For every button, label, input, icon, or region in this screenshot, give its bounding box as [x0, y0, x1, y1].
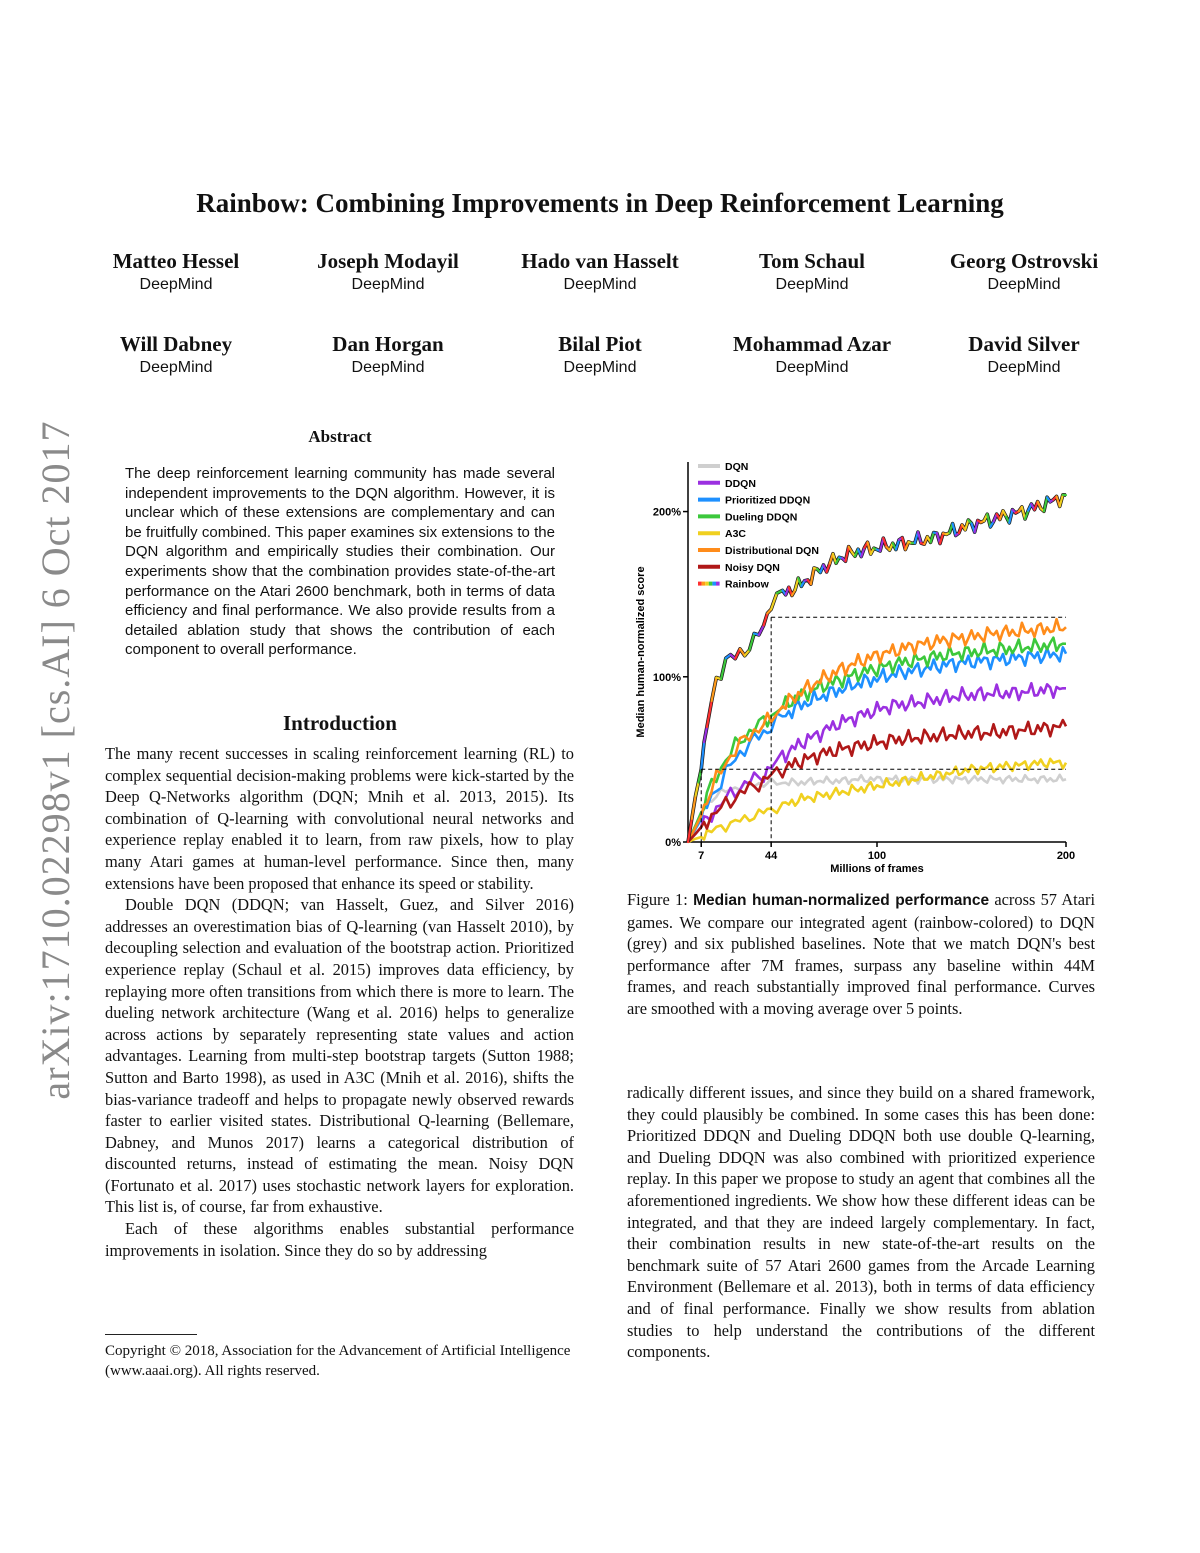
author-name: Matteo Hessel [112, 249, 240, 273]
author-affiliation: DeepMind [775, 359, 849, 376]
legend-label: DQN [725, 461, 749, 473]
caption-bold-title: Median human-normalized performance [693, 892, 990, 909]
copyright-footnote: Copyright © 2018, Association for the Advancement of Artificial Intelligence (www.aaai.org). All rights reserved. [105, 1343, 571, 1379]
rainbow-segment [1038, 502, 1041, 509]
arxiv-stamp: arXiv:1710.02298v1 [cs.AI] 6 Oct 2017 [33, 420, 78, 1100]
author-affiliation: DeepMind [987, 359, 1061, 376]
x-tick-label: 7 [698, 850, 705, 862]
rainbow-segment [811, 568, 814, 584]
author [490, 248, 710, 296]
legend-label: Dueling DDQN [725, 511, 798, 524]
author-affiliation: DeepMind [775, 276, 849, 293]
series-line-a3c [688, 759, 1066, 842]
caption-label: Figure 1: [627, 890, 688, 909]
author-affiliation: DeepMind [563, 359, 637, 376]
author-name: Tom Schaul [758, 249, 865, 273]
rainbow-segment [861, 548, 864, 557]
introduction-heading: Introduction [283, 711, 397, 735]
rainbow-segment [905, 542, 908, 550]
rainbow-segment [965, 520, 968, 530]
abstract-body: The deep reinforcement learning community has made several independent improvements to the DQN algorithm. However, it is unclear which of these extensions are complementary and can be fruitfully combined. This paper examines six extensions to the DQN algorithm and empirically studies their combination. Our experiments show that the combination provides state-of-the-art performance on the Atari 2600 benchmark, both in terms of data efficiency and final performance. We also provide results from a detailed ablation study that shows the contribution of each component to overall performance. [125, 465, 555, 659]
rainbow-segment [846, 547, 849, 562]
x-tick-label: 100 [867, 850, 887, 862]
author-affiliation: DeepMind [139, 276, 213, 293]
author-affiliation: DeepMind [351, 359, 425, 376]
x-tick-label: 200 [1056, 850, 1076, 862]
y-tick-label: 100% [652, 671, 681, 684]
legend-label: Noisy DQN [725, 561, 780, 574]
rainbow-segment [940, 533, 943, 543]
rainbow-segment [696, 783, 699, 796]
author [702, 331, 922, 379]
rainbow-segment [701, 742, 704, 769]
author [490, 331, 710, 379]
legend-label: Rainbow [725, 578, 769, 591]
abstract-heading: Abstract [308, 427, 372, 446]
y-tick-label: 0% [665, 837, 681, 849]
legend-label: A3C [725, 528, 747, 541]
author [702, 248, 922, 296]
series-line-dueling-ddqn [688, 638, 1066, 842]
author [914, 248, 1134, 296]
rainbow-segment [918, 532, 921, 543]
paragraph: Each of these algorithms enables substantial performance improvements in isolation. Since they do so by addressing [105, 1219, 574, 1260]
paragraph: The many recent successes in scaling reinforcement learning (RL) to complex sequential decision-making problems were kick-started by the Deep Q-Networks algorithm (DQN; Mnih et al. 2013, 2015). Its combination of Q-learning with convolutional neural networks and experience replay enabled it to learn, from raw pixels, how to play many Atari games at human-level performance. Since then, many extensions have been proposed that enhance its speed or stability. [105, 744, 574, 893]
rainbow-segment [868, 542, 871, 554]
left-column-text [105, 743, 574, 1261]
y-tick-label: 200% [652, 506, 681, 519]
rainbow-segment [827, 564, 830, 572]
figure-caption [627, 889, 1095, 1020]
author-name: David Silver [968, 332, 1080, 356]
right-column-text [627, 1082, 1095, 1363]
author-name: Joseph Modayil [317, 249, 459, 273]
performance-chart [628, 450, 1098, 880]
y-axis-label: Median human-normalized score [635, 566, 647, 738]
author-affiliation: DeepMind [139, 359, 213, 376]
rainbow-segment [771, 593, 777, 609]
author-name: Mohammad Azar [732, 332, 892, 356]
author [66, 248, 286, 296]
author [278, 331, 498, 379]
rainbow-segment [902, 538, 905, 550]
author-name: Georg Ostrovski [949, 249, 1099, 273]
x-axis-label: Millions of frames [830, 863, 924, 875]
legend-label: Distributional DQN [725, 545, 819, 557]
footnote-divider [105, 1334, 197, 1335]
paper-title: Rainbow: Combining Improvements in Deep Reinforcement Learning [196, 188, 1004, 218]
rainbow-segment [1044, 497, 1047, 511]
author [914, 331, 1134, 379]
author-name: Will Dabney [119, 332, 233, 356]
rainbow-segment [896, 540, 899, 550]
series-line-ddqn [688, 683, 1066, 842]
author [278, 248, 498, 296]
rainbow-segment [1009, 510, 1012, 523]
x-tick-label: 44 [765, 850, 778, 862]
paragraph: Double DQN (DDQN; van Hasselt, Guez, and Silver 2016) addresses an overestimation bias of Q-learning (van Hasselt 2010), by decoupling selection and evaluation of the bootstrap action. Prioritized experience replay (Schaul et al. 2015) improves data efficiency, by replaying more often transitions from which there is more to learn. The dueling network architecture (Wang et al. 2016) helps to generalize across actions by separately representing state values and action advantages. Learning from multi-step bootstrap targets (Sutton 1988; Sutton and Barto 1998), as used in A3C (Mnih et al. 2016), shifts the bias-variance tradeoff and helps to propagate newly observed rewards faster to earlier visited states. Distributional Q-learning (Bellemare, Dabney, and Munos 2017) learns a categorical distribution of discounted returns, instead of estimating the mean. Noisy DQN (Fortunato et al. 2017) uses stochastic network layers for exploration. This list is, of course, far from exhaustive. [105, 895, 574, 1217]
author-affiliation: DeepMind [351, 276, 425, 293]
author-name: Bilal Piot [558, 332, 642, 356]
rainbow-segment [704, 727, 707, 742]
author-affiliation: DeepMind [563, 276, 637, 293]
author-name: Dan Horgan [332, 332, 444, 356]
rainbow-segment [987, 514, 990, 527]
author-affiliation: DeepMind [987, 276, 1061, 293]
rainbow-segment [1060, 495, 1063, 507]
rainbow-segment [931, 533, 934, 543]
caption-text: across 57 Atari games. We compare our integrated agent (rainbow-colored) to DQN (grey) and six published baselines. Note that we match DQN's best performance after 7M frames, surpass any baseline within 44M frames, and reach substantially improved final performance. Curves are smoothed with a moving average over 5 points. [627, 890, 1095, 1018]
author [66, 331, 286, 379]
legend-label: DDQN [725, 477, 756, 490]
figure-1 [628, 450, 1098, 880]
legend-label: Prioritized DDQN [725, 494, 811, 507]
paragraph: radically different issues, and since they build on a shared framework, they could plausibly be combined. In some cases this has been done: Prioritized DDQN and Dueling DDQN both use double Q-learning, and Dueling DDQN was also combined with prioritized experience replay. In this paper we propose to study an agent that combines all the aforementioned ingredients. We show how these different ideas can be integrated, and that they are indeed largely complementary. In fact, their combination results in new state-of-the-art results on the benchmark suite of 57 Atari 2600 games from the Arcade Learning Environment (Bellemare et al. 2013), both in terms of data efficiency and of final performance. Finally we show results from ablation studies to help understand the contributions of the different components. [627, 1083, 1095, 1362]
author-name: Hado van Hasselt [521, 249, 679, 273]
rainbow-segment [1025, 511, 1028, 519]
rainbow-segment [975, 520, 978, 532]
rainbow-segment [953, 524, 956, 536]
rainbow-segment [883, 538, 886, 547]
